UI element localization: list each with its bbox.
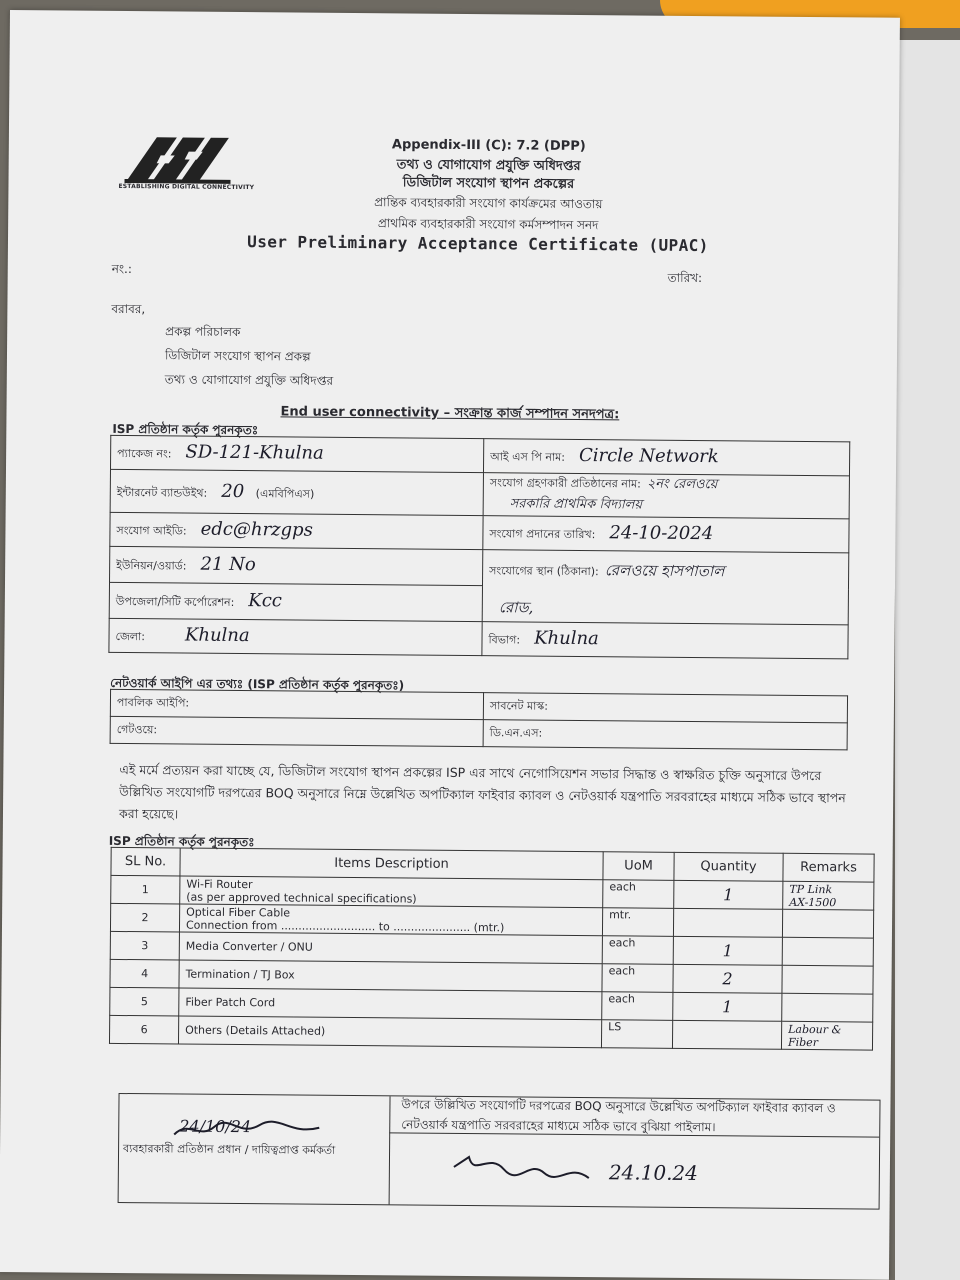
- division-cell: [482, 622, 848, 659]
- item-quantity: [674, 880, 783, 909]
- receiver-value-1: ২নং রেলওয়ে: [646, 476, 718, 493]
- upazila-value: Kcc: [248, 590, 283, 612]
- item-description: [178, 1016, 601, 1048]
- conn-id-value: edc@hrzgps: [200, 518, 313, 541]
- package-value: SD-121-Khulna: [185, 441, 324, 464]
- item-uom: [601, 1020, 672, 1049]
- table-row: [110, 716, 847, 749]
- package-label: প্যাকেজ নং:: [117, 446, 172, 461]
- division-label: বিভাগ:: [488, 633, 521, 647]
- item-uom: [602, 936, 673, 965]
- location-label: সংযোগের স্থান (ঠিকানা):: [489, 564, 599, 579]
- item-description: [179, 960, 602, 992]
- table-row: [109, 618, 848, 658]
- certificate-title: User Preliminary Acceptance Certificate (UPAC): [247, 232, 709, 256]
- item-uom-text: each: [608, 992, 635, 1006]
- dns-label: ডি.এন.এস:: [489, 725, 543, 740]
- item-quantity-text: 1: [722, 997, 733, 1017]
- left-signature-caption: ব্যবহারকারী প্রতিষ্ঠান প্রধান / দায়িত্বপ্রাপ্ত কর্মকর্তা: [123, 1142, 336, 1157]
- union-cell: [110, 546, 483, 585]
- item-description: [179, 904, 602, 936]
- item-remarks-text: Labour & Fiber: [787, 1022, 842, 1049]
- header-sl: SL No.: [111, 847, 180, 876]
- item-remarks: [782, 965, 873, 994]
- gateway-cell: [110, 716, 483, 746]
- package-cell: [110, 435, 483, 472]
- bandwidth-value: 20: [221, 480, 245, 502]
- item-remarks: [782, 937, 873, 966]
- item-remarks: [782, 993, 873, 1022]
- reference-no-label: নং.:: [111, 261, 132, 277]
- location-value-2: রোড,: [498, 598, 534, 617]
- district-value: Khulna: [184, 624, 250, 647]
- item-uom-text: mtr.: [609, 908, 632, 922]
- appendix-ref: Appendix-III (C): 7.2 (DPP): [391, 137, 586, 155]
- certification-paragraph: এই মর্মে প্রত্যয়ন করা যাচ্ছে যে, ডিজিটাল সংযোগ স্থাপন প্রকল্পের ISP এর সাথে নেগোসিয়েশন সভার সিদ্ধান্ত ও স্বাক্ষরিত চুক্তি অনুসারে উপরে উল্লিখিত সংযোগটি দরপত্রের BOQ অনুসারে নিম্নে উল্লেখিত অপটিক্যাল ফাইবার ক্যাবল ও নেটওয়ার্ক যন্ত্রপাতি সরবরাহের মাধ্যমে সঠিক ভাবে স্থাপন করা হয়েছে।: [118, 761, 846, 822]
- department-name: তথ্য ও যোগাযোগ প্রযুক্তি অধিদপ্তর: [396, 157, 581, 174]
- upazila-cell: [109, 582, 482, 621]
- table-row: [109, 1015, 872, 1050]
- receiver-cell: [483, 473, 849, 519]
- item-sl-text: 1: [141, 883, 149, 897]
- items-table: [109, 847, 875, 1051]
- district-cell: [109, 618, 482, 655]
- address-line-1: প্রকল্প পরিচালক: [165, 324, 241, 340]
- item-uom: [602, 992, 673, 1021]
- item-sl: [110, 959, 179, 988]
- item-quantity: [673, 936, 782, 965]
- item-sl-text: 3: [141, 939, 149, 953]
- item-remarks-subtext: AX-1500: [789, 895, 837, 909]
- right-signature-icon: [449, 1147, 599, 1188]
- item-description: [180, 876, 603, 908]
- item-description-text: Optical Fiber Cable: [186, 905, 291, 919]
- item-quantity: [672, 1020, 781, 1049]
- item-sl: [110, 903, 179, 932]
- item-sl: [110, 931, 179, 960]
- header-quantity: Quantity: [674, 852, 783, 881]
- item-description-text: Termination / TJ Box: [185, 967, 295, 982]
- item-uom: [602, 964, 673, 993]
- subnet-label: সাবনেট মাস্ক:: [489, 698, 548, 713]
- header-description: Items Description: [180, 848, 603, 880]
- bandwidth-unit: (এমবিপিএস): [255, 486, 315, 501]
- district-label: জেলা:: [115, 629, 145, 644]
- item-sl: [110, 987, 179, 1016]
- item-uom: [603, 880, 674, 909]
- item-remarks-text: TP Link: [789, 882, 833, 896]
- item-quantity: [673, 964, 782, 993]
- item-remarks: [781, 1021, 872, 1050]
- conn-date-value: 24-10-2024: [609, 522, 714, 545]
- item-uom-text: each: [608, 964, 636, 978]
- item-sl: [109, 1015, 178, 1044]
- header-uom: UoM: [603, 852, 674, 881]
- item-quantity: [673, 992, 782, 1021]
- item-description-subtext: (as per approved technical specifications): [186, 890, 417, 906]
- address-to: বরাবর,: [111, 301, 146, 317]
- left-signature-icon: [169, 1114, 329, 1145]
- certificate-sheet: [0, 10, 900, 1280]
- item-description: [179, 932, 602, 964]
- signature-box: [118, 1093, 881, 1210]
- item-description-text: Fiber Patch Cord: [185, 995, 276, 1010]
- item-sl-text: 2: [141, 911, 149, 925]
- right-signature-date: 24.10.24: [608, 1160, 699, 1186]
- item-remarks: [782, 909, 873, 938]
- location-cell: [482, 550, 849, 625]
- item-uom: [602, 908, 673, 937]
- union-value: 21 No: [200, 553, 256, 576]
- bandwidth-cell: [110, 469, 483, 515]
- bandwidth-label: ইন্টারনেট ব্যান্ডউইথ:: [116, 485, 208, 500]
- item-quantity-text: 1: [722, 941, 733, 961]
- item-sl-text: 5: [140, 995, 148, 1009]
- item-uom-text: each: [608, 936, 636, 950]
- date-label: তারিখ:: [667, 270, 703, 286]
- item-uom-text: LS: [608, 1020, 622, 1034]
- section-title: End user connectivity – সংক্রান্ত কার্জ সম্পাদন সনদপত্র:: [280, 404, 620, 423]
- address-line-2: ডিজিটাল সংযোগ স্থাপন প্রকল্প: [164, 348, 311, 364]
- item-uom-text: each: [609, 880, 636, 894]
- public-ip-label: পাবলিক আইপি:: [116, 695, 190, 710]
- item-description-text: Others (Details Attached): [185, 1023, 326, 1038]
- upazila-label: উপজেলা/সিটি কর্পোরেশন:: [115, 594, 235, 609]
- header-line-3: প্রান্তিক ব্যবহারকারী সংযোগ কার্যক্রমের আওতায়: [374, 195, 603, 212]
- union-label: ইউনিয়ন/ওয়ার্ড:: [116, 558, 187, 573]
- isp-value: Circle Network: [578, 444, 719, 468]
- header-remarks: Remarks: [783, 853, 874, 882]
- item-description-text: Wi-Fi Router: [186, 877, 253, 891]
- item-remarks: [783, 881, 874, 910]
- connection-details-table: [108, 435, 850, 659]
- isp-label: আই এস পি নাম:: [490, 450, 566, 464]
- item-sl-text: 6: [140, 1023, 148, 1037]
- address-line-3: তথ্য ও যোগাযোগ প্রযুক্তি অধিদপ্তর: [164, 372, 334, 388]
- conn-date-label: সংযোগ প্রদানের তারিখ:: [489, 527, 596, 542]
- header-line-4: প্রাথমিক ব্যবহারকারী সংযোগ কর্মসম্পাদন সনদ: [377, 216, 599, 233]
- subnet-cell: [483, 693, 847, 723]
- dns-cell: [483, 720, 847, 750]
- logo-caption: ESTABLISHING DIGITAL CONNECTIVITY: [118, 182, 255, 192]
- item-quantity-text: 1: [723, 885, 734, 905]
- item-sl: [111, 875, 180, 904]
- gateway-label: গেটওয়ে:: [116, 722, 158, 736]
- item-description-subtext: Connection from ........................... to ...................... (mtr.): [185, 918, 505, 934]
- conn-id-label: সংযোগ আইডি:: [116, 523, 187, 538]
- left-signature-date: 24/10/24: [179, 1116, 252, 1137]
- background-page: [895, 40, 960, 1280]
- receiver-label: সংযোগ গ্রহণকারী প্রতিষ্ঠানের নাম:: [489, 476, 641, 491]
- public-ip-cell: [110, 689, 483, 719]
- table-row: [110, 469, 849, 518]
- division-value: Khulna: [534, 627, 599, 650]
- conn-id-cell: [110, 512, 483, 549]
- item-quantity-text: 2: [722, 969, 733, 989]
- item-quantity: [673, 908, 782, 937]
- isp-cell: [483, 439, 849, 476]
- project-name: ডিজিটাল সংযোগ স্থাপন প্রকল্পের: [402, 175, 575, 192]
- conn-date-cell: [483, 516, 849, 553]
- receiver-value-2: সরকারি প্রাথমিক বিদ্যালয়: [509, 496, 643, 513]
- item-description-text: Media Converter / ONU: [185, 939, 313, 954]
- items-fill-label: ISP প্রতিষ্ঠান কর্তৃক পুরনকৃতঃ: [108, 833, 255, 850]
- network-table: [110, 689, 848, 750]
- signature-divider: [389, 1096, 391, 1204]
- isp-fill-label: ISP প্রতিষ্ঠান কর্তৃক পুরনকৃতঃ: [112, 421, 259, 438]
- item-sl-text: 4: [141, 967, 149, 981]
- receiver-statement: উপরে উল্লিখিত সংযোগটি দরপত্রের BOQ অনুসারে উল্লেখিত অপটিক্যাল ফাইবার ক্যাবল ও নেটওয়ার্ক যন্ত্রপাতি সরবরাহের মাধ্যমে সঠিক ভাবে বুঝিয়া পাইলাম।: [401, 1097, 836, 1135]
- item-description: [179, 988, 602, 1020]
- network-title: নেটওয়ার্ক আইপি এর তথ্যঃ (ISP প্রতিষ্ঠান কর্তৃক পুরনকৃতঃ): [110, 675, 405, 693]
- location-value-1: রেলওয়ে হাসপাতাল: [604, 561, 725, 581]
